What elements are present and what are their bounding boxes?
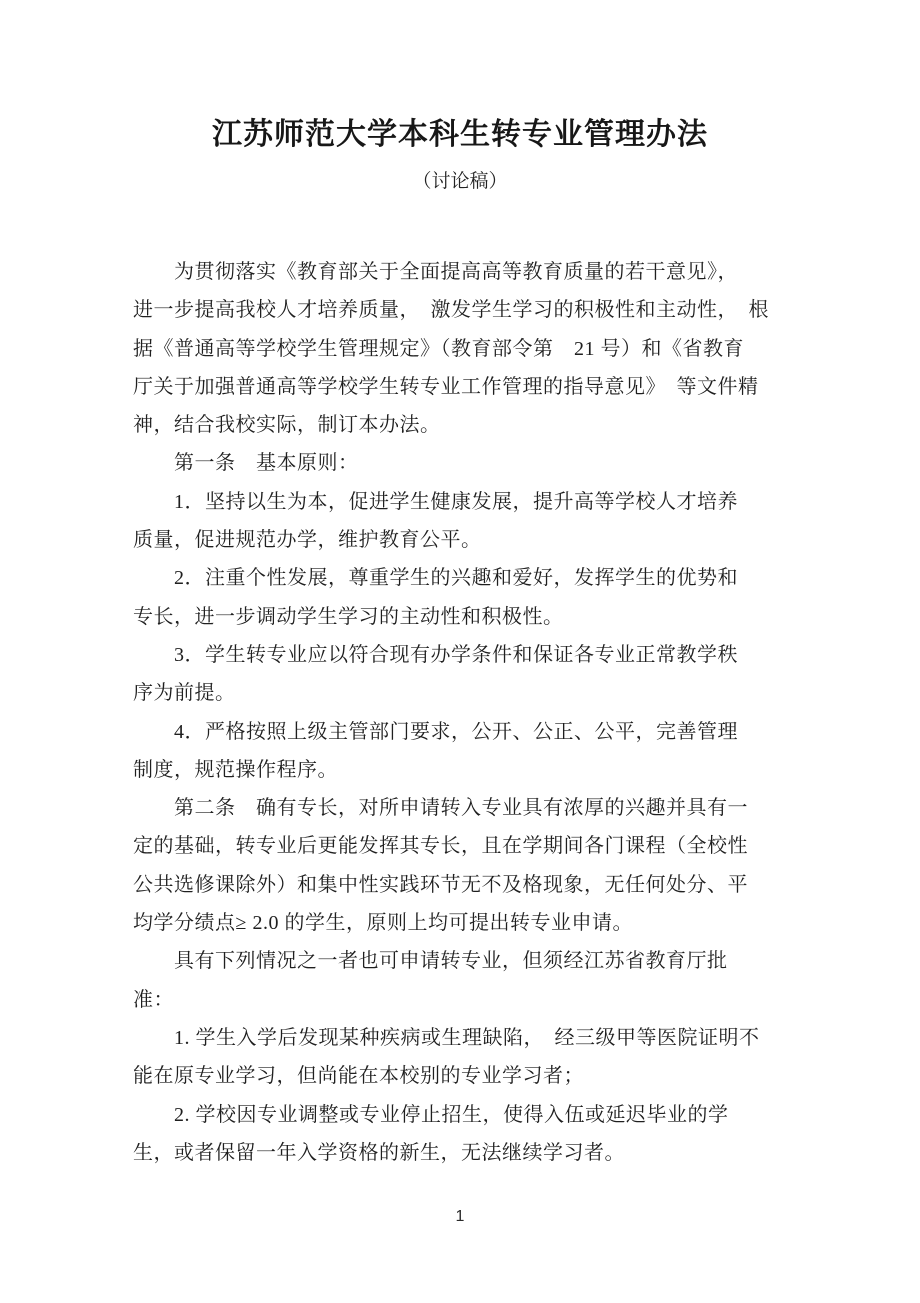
document-text-line: 为贯彻落实《教育部关于全面提高高等教育质量的若干意见》， <box>133 261 738 283</box>
document-text-line: 第二条 确有专长，对所申请转入专业具有浓厚的兴趣并具有一 <box>133 797 748 820</box>
document-text-line: 厅关于加强普通高等学校学生转专业工作管理的指导意见》 等文件精 <box>133 375 759 398</box>
document-text-line: 生，或者保留一年入学资格的新生，无法继续学习者。 <box>133 1141 625 1164</box>
document-text-line: 进一步提高我校人才培养质量， 激发学生学习的积极性和主动性， 根 <box>133 299 769 322</box>
document-body <box>133 253 833 1172</box>
document-text-line: 公共选修课除外）和集中性实践环节无不及格现象，无任何处分、平 <box>133 873 748 896</box>
document-text-line: 1．坚持以生为本，促进学生健康发展，提升高等学校人才培养 <box>133 490 738 513</box>
document-text-line: 第一条 基本原则： <box>133 452 359 475</box>
document-text-line: 具有下列情况之一者也可申请转专业，但须经江苏省教育厅批 <box>133 950 728 973</box>
document-subtitle: （讨论稿） <box>412 171 508 192</box>
document-text-line: 3．学生转专业应以符合现有办学条件和保证各专业正常教学秩 <box>133 643 738 666</box>
document-text-line: 序为前提。 <box>133 682 236 705</box>
page-number: 1 <box>455 1208 465 1225</box>
document-text-line: 2. 学校因专业调整或专业停止招生，使得入伍或延迟毕业的学 <box>133 1103 729 1126</box>
document-title: 江苏师范大学本科生转专业管理办法 <box>212 118 708 151</box>
document-text-line: 1. 学生入学后发现某种疾病或生理缺陷， 经三级甲等医院证明不 <box>133 1026 760 1049</box>
document-text-line: 专长，进一步调动学生学习的主动性和积极性。 <box>133 605 564 628</box>
document-text-line: 制度，规范操作程序。 <box>133 758 338 781</box>
document-text-line: 神，结合我校实际，制订本办法。 <box>133 414 441 437</box>
document-text-line: 据《普通高等学校学生管理规定》（教育部令第 21 号）和《省教育 <box>133 337 744 360</box>
document-text-line: 准： <box>133 988 174 1011</box>
document-text-line: 均学分绩点≥ 2.0 的学生，原则上均可提出转专业申请。 <box>133 912 633 935</box>
document-text-line: 能在原专业学习，但尚能在本校别的专业学习者； <box>133 1065 584 1088</box>
document-text-line: 2．注重个性发展，尊重学生的兴趣和爱好，发挥学生的优势和 <box>133 567 738 590</box>
document-text-line: 质量，促进规范办学，维护教育公平。 <box>133 529 482 552</box>
document-text-line: 4．严格按照上级主管部门要求，公开、公正、公平，完善管理 <box>133 720 738 743</box>
document-text-line: 定的基础，转专业后更能发挥其专长，且在学期间各门课程（全校性 <box>133 835 748 858</box>
